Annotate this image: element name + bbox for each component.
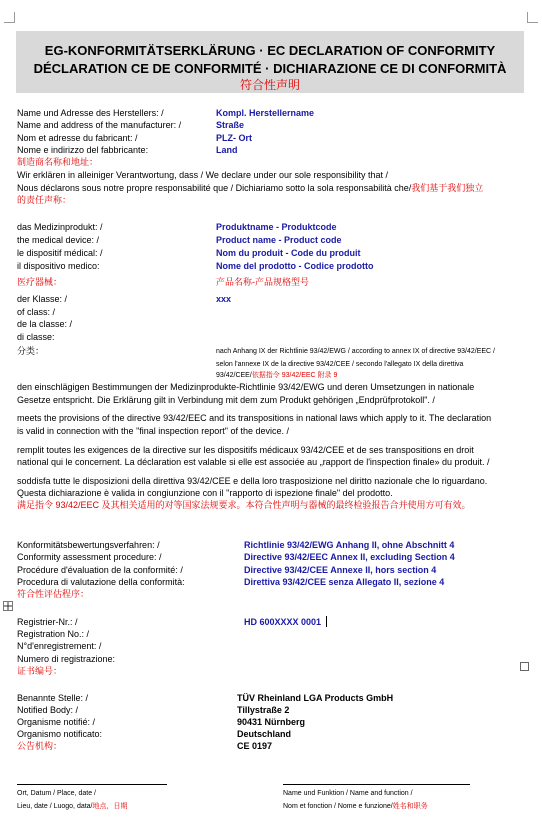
signature-line-place-date (17, 784, 167, 785)
assessment-label: Procedura di valutazione della conformità: (17, 577, 185, 587)
class-value: xxx (216, 294, 232, 304)
paragraph-it: soddisfa tutte le disposizioni della direttiva 93/42/CEE e della loro trasposizione nel diritto nazionale che lo riguardano. (17, 476, 488, 486)
assessment-value: Directive 93/42/EEC Annex II, excluding Section 4 (244, 552, 455, 562)
assessment-value: Direttiva 93/42/CEE senza Allegato II, sezione 4 (244, 577, 445, 587)
device-label: il dispositivo medico: (17, 261, 100, 271)
notified-body-label: Benannte Stelle: / (17, 693, 89, 703)
move-handle-icon[interactable] (3, 601, 13, 611)
manufacturer-label: Nom et adresse du fabricant: / (17, 133, 138, 143)
text-cursor (326, 616, 327, 627)
corner-mark (527, 12, 538, 23)
manufacturer-value: Kompl. Herstellername (216, 108, 315, 118)
assessment-value: Richtlinie 93/42/EWG Anhang II, ohne Abschnitt 4 (244, 540, 455, 550)
class-label: of class: / (17, 307, 56, 317)
signature-label-name-function: Name und Funktion / Name and function / (283, 790, 413, 797)
header-title-fr-it: DÉCLARATION CE DE CONFORMITÉ · DICHIARAZIONE CE DI CONFORMITÀ (33, 61, 507, 76)
notified-body-label-cn: 公告机构： (17, 741, 63, 751)
device-value: Nom du produit - Code du produit (216, 248, 361, 258)
device-value: Nome del prodotto - Codice prodotto (216, 261, 374, 271)
device-value-cn: 产品名称-产品规格型号 (216, 277, 309, 287)
header-title-de-en: EG-KONFORMITÄTSERKLÄRUNG · EC DECLARATION OF CONFORMITY (44, 43, 496, 58)
paragraph-en: meets the provisions of the directive 93/42/EEC and its transpositions in national laws which apply to it. The declaration (17, 413, 492, 423)
notified-body-label: Organismo notificato: (17, 729, 103, 739)
annex-text: nach Anhang IX der Richtlinie 93/42/EWG / according to annex IX of directive 93/42/EEC / (216, 348, 495, 355)
notified-body-label: Notified Body: / (17, 705, 79, 715)
device-label-cn: 医疗器械： (17, 277, 63, 287)
device-label: das Medizinprodukt: / (17, 222, 103, 232)
device-value: Produktname - Produktcode (216, 222, 337, 232)
corner-mark (4, 12, 15, 23)
paragraph-fr: remplit toutes les exigences de la directive sur les dispositifs médicaux 93/42/CEE et de ses transpositions en droit (17, 445, 474, 455)
notified-body-value: TÜV Rheinland LGA Products GmbH (237, 693, 394, 703)
signature-label-name-function: Nom et fonction / Nome e funzione/姓名和职务 (283, 803, 428, 810)
registration-label: Registration No.: / (17, 629, 90, 639)
annex-text: selon l'annexe IX de la directive 93/42/CEE / secondo l'allegato IX della direttiva (216, 361, 464, 368)
notified-body-value: CE 0197 (237, 741, 273, 751)
document-header (16, 31, 524, 93)
registration-label-cn: 证书编号： (17, 666, 63, 676)
header-title-cn: 符合性声明 (239, 78, 300, 92)
manufacturer-label: Name und Adresse des Herstellers: / (17, 108, 164, 118)
device-label: le dispositif médical: / (17, 248, 103, 258)
responsibility-text: Wir erklären in alleiniger Verantwortung, dass / We declare under our sole responsibility that / (17, 170, 389, 180)
class-label: der Klasse: / (17, 294, 68, 304)
manufacturer-label: Name and address of the manufacturer: / (17, 120, 182, 130)
signature-label-place-date: Ort, Datum / Place, date / (17, 790, 96, 797)
notified-body-label: Organisme notifié: / (17, 717, 96, 727)
paragraph-fr: national qui le concernent. La déclaration est valable si elle est associée au „rapport de l'inspection finale» du produit. / (17, 457, 490, 467)
assessment-label-cn: 符合性评估程序： (17, 589, 90, 599)
manufacturer-value: Land (216, 145, 238, 155)
notified-body-value: 90431 Nürnberg (237, 717, 306, 727)
checkbox-icon[interactable] (520, 662, 529, 671)
registration-label: Registrier-Nr.: / (17, 617, 78, 627)
manufacturer-value: PLZ- Ort (216, 133, 252, 143)
notified-body-value: Tillystraße 2 (237, 705, 290, 715)
responsibility-text: Nous déclarons sous notre propre responsabilité que / Dichiariamo sotto la sola responsabilità che/我们基于我们独立 (17, 183, 484, 193)
assessment-label: Konformitätsbewertungsverfahren: / (17, 540, 160, 550)
signature-line-name-function (283, 784, 470, 785)
manufacturer-label-cn: 制造商名称和地址： (17, 157, 99, 167)
annex-text: 93/42/CEE/依据指令 93/42/EEC 附录 9 (216, 372, 338, 379)
registration-label: N°d'enregistrement: / (17, 641, 102, 651)
class-label-cn: 分类： (17, 346, 45, 356)
paragraph-it: Questa dichiarazione è valida in congiunzione con il "rapporto di ispezione finale" del prodotto. (17, 488, 393, 498)
manufacturer-label: Nome e indirizzo del fabbricante: (17, 145, 149, 155)
paragraph-cn: 满足指令 93/42/EEC 及其相关适用的对等国家法规要求。本符合性声明与器械的最终检验报告合并使用方可有效。 (17, 500, 471, 510)
registration-value[interactable]: HD 600XXXX 0001 (244, 617, 322, 627)
responsibility-text-cn: 的责任声称： (17, 195, 72, 205)
paragraph-de: den einschlägigen Bestimmungen der Medizinprodukte-Richtlinie 93/42/EWG und deren Umsetzungen in nationale (17, 382, 475, 392)
paragraph-en: is valid in connection with the "final inspection report" of the device. / (17, 426, 290, 436)
manufacturer-value: Straße (216, 120, 245, 130)
assessment-label: Procédure d'évaluation de la conformité: / (17, 565, 183, 575)
device-label: the medical device: / (17, 235, 100, 245)
paragraph-de: Gesetze entspricht. Die Erklärung gilt in Verbindung mit dem zum Produkt gehörigen „Endprüfprotokoll". / (17, 395, 435, 405)
signature-label-place-date: Lieu, date / Luogo, data/地点，日期 (17, 803, 128, 810)
registration-label: Numero di registrazione: (17, 654, 116, 664)
class-label: de la classe: / (17, 319, 73, 329)
notified-body-value: Deutschland (237, 729, 292, 739)
class-label: di classe: (17, 332, 55, 342)
device-value: Product name - Product code (216, 235, 342, 245)
assessment-label: Conformity assessment procedure: / (17, 552, 162, 562)
assessment-value: Directive 93/42/CEE Annexe II, hors section 4 (244, 565, 437, 575)
